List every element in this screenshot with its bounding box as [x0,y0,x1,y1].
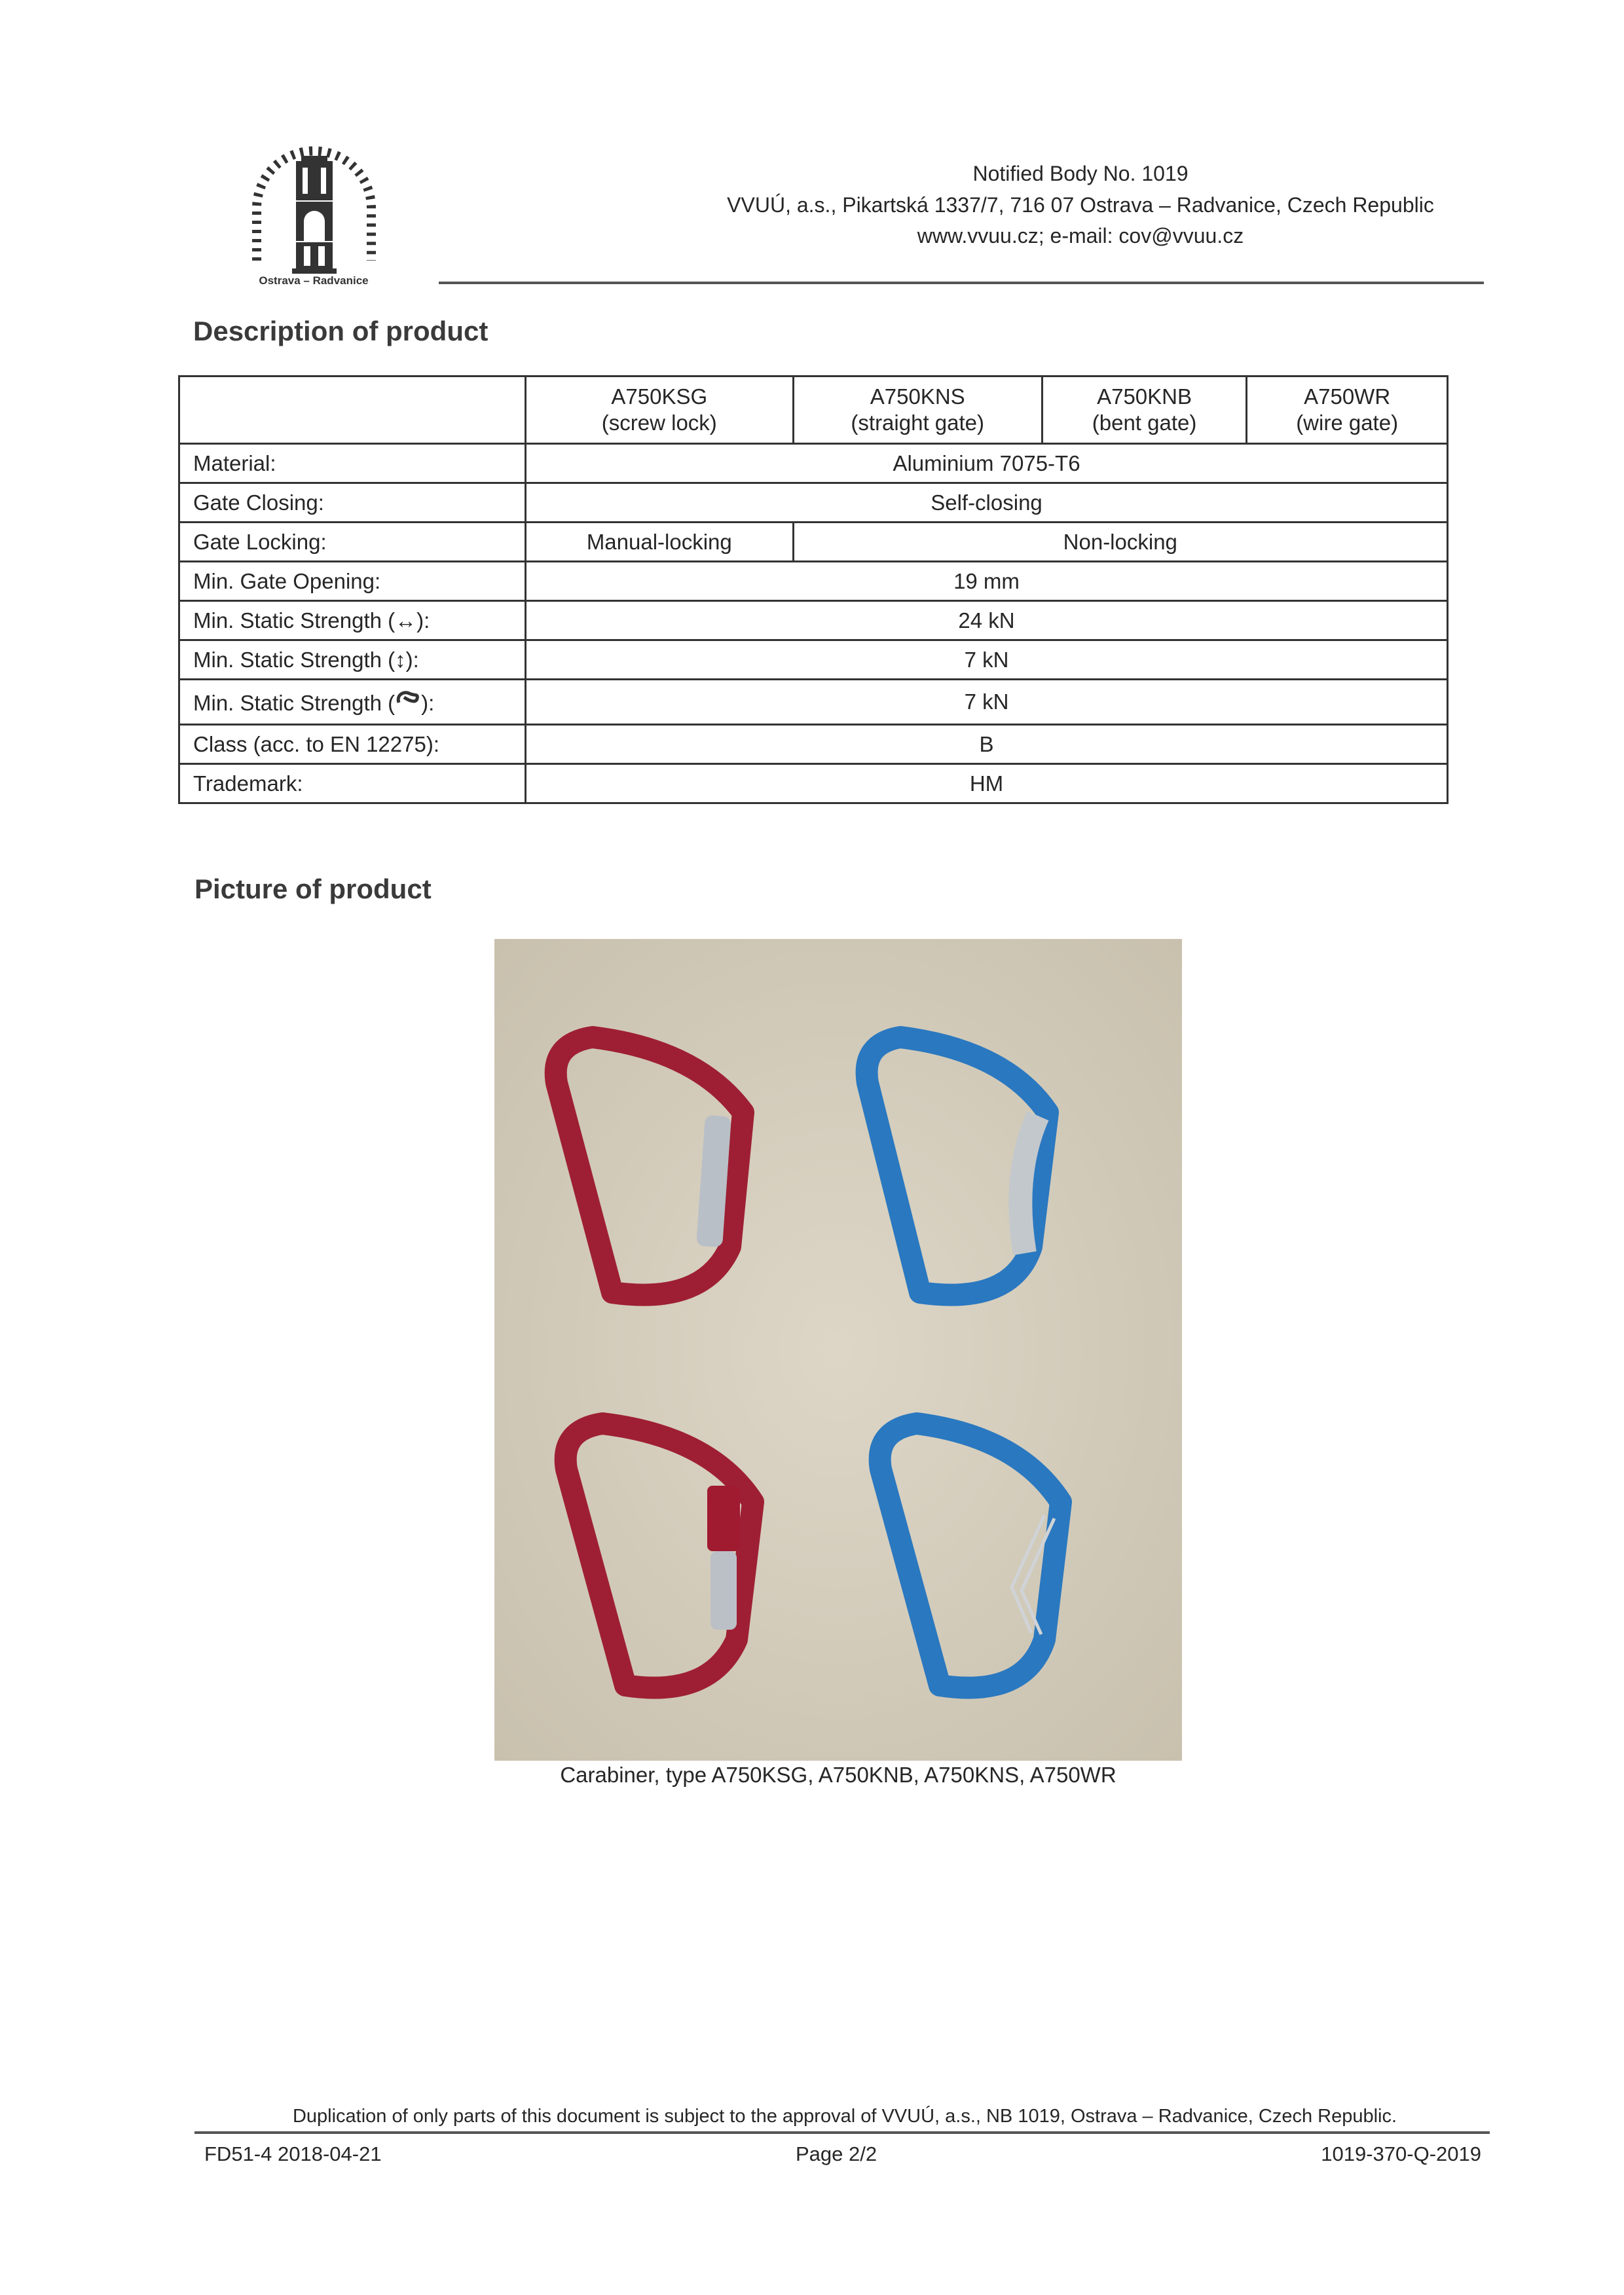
logo-text: Ostrava – Radvanice [259,274,369,287]
table-header-row [179,376,1448,444]
table-row: Class (acc. to EN 12275): B [179,725,1448,764]
table-row: Gate Locking: Manual-locking Non-locking [179,523,1448,562]
vvuu-logo [244,130,384,287]
table-row: Trademark: HM [179,764,1448,803]
product-table [178,375,1449,804]
document-number: 1019-370-Q-2019 [1321,2142,1481,2165]
column-header: A750KNB (bent gate) [1042,376,1246,444]
column-header: A750KNS (straight gate) [793,376,1042,444]
description-title: Description of product [193,316,489,346]
table-row: Material: Aluminium 7075-T6 [179,444,1448,483]
photo-caption: Carabiner, type A750KSG, A750KNB, A750KNS, A750WR [560,1763,1116,1787]
open-gate-loop-icon [395,688,421,708]
table-row: Gate Closing: Self-closing [179,483,1448,523]
page-number: Page 2/2 [796,2142,877,2165]
table-row: Min. Static Strength ( ): 7 kN [179,680,1448,725]
footer-divider [194,2131,1490,2134]
address: VVUÚ, a.s., Pikartská 1337/7, 716 07 Ostrava – Radvanice, Czech Republic [727,193,1434,217]
duplication-notice: Duplication of only parts of this document is subject to the approval of VVUÚ, a.s., NB 1019, Ostrava – Radvanice, Czech Republic. [292,2106,1397,2127]
picture-title: Picture of product [194,873,432,904]
column-header: A750WR (wire gate) [1247,376,1448,444]
product-photo [494,939,1182,1761]
table-row: Min. Gate Opening: 19 mm [179,562,1448,601]
table-row: Min. Static Strength (↔): 24 kN [179,601,1448,640]
header-divider [439,282,1484,284]
form-id: FD51-4 2018-04-21 [204,2142,382,2165]
contact: www.vvuu.cz; e-mail: cov@vvuu.cz [917,224,1244,248]
table-row: Min. Static Strength (↕): 7 kN [179,640,1448,680]
notified-body: Notified Body No. 1019 [972,162,1189,185]
column-header: A750KSG (screw lock) [526,376,794,444]
